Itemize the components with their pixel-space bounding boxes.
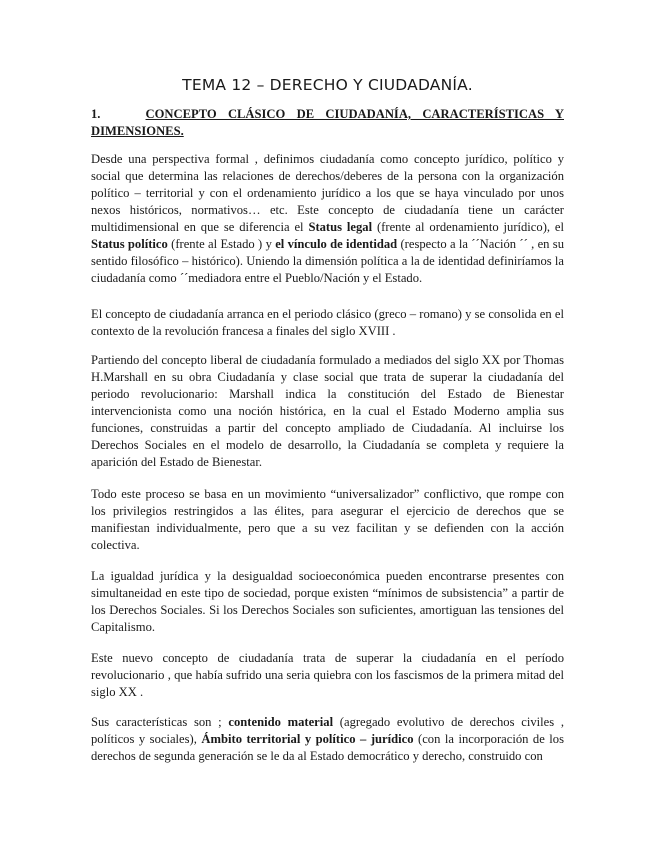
section-number: 1.: [91, 107, 101, 121]
document-title: TEMA 12 – DERECHO Y CIUDADANÍA.: [182, 76, 473, 94]
paragraph-definition: [91, 151, 564, 287]
bold-term-status-politico: Status político: [91, 237, 168, 251]
section-heading: [91, 106, 564, 140]
bold-term-contenido-material: contenido material: [228, 715, 334, 729]
paragraph-text: Sus características son ;: [91, 715, 229, 729]
bold-term-ambito-territorial: Ámbito territorial y político – jurídico: [201, 732, 414, 746]
paragraph-text: (frente al ordenamiento jurídico), el: [372, 220, 565, 234]
paragraph-text: (respecto a la ´´Nación ´´ , en su sentido filosófico – histórico). Uniendo la dimensión política a la de identidad definiríamos la ciudadanía como ´´mediadora entre el Pueblo/Nación y el Estado.: [91, 237, 564, 285]
paragraph-text: (agregado evolutivo de derechos civiles , políticos y sociales),: [91, 715, 564, 746]
paragraph-marshall: Partiendo del concepto liberal de ciudadanía formulado a mediados del siglo XX por Thomas H.Marshall en su obra Ciudadanía y clase social que trata de superar la ciudadanía del periodo revolucionario: Marshall indica la constitución del Estado de Bienestar intervencionista como una noción histórica, en la cual el Estado Moderno amplia sus funciones, construidas a partir del concepto ampliado de Ciudadanía. Al incluirse los Derechos Sociales en el modelo de desarrollo, la Ciudadanía se completa y requiere la aparición del Estado de Bienestar.: [91, 353, 564, 469]
paragraph-origin: El concepto de ciudadanía arranca en el periodo clásico (greco – romano) y se consolida en el contexto de la revolución francesa a finales del siglo XVIII .: [91, 307, 564, 338]
bold-term-status-legal: Status legal: [308, 220, 373, 234]
section-heading-text: CONCEPTO CLÁSICO DE CIUDADANÍA, CARACTERÍSTICAS Y DIMENSIONES.: [91, 107, 564, 138]
bold-term-vinculo-identidad: el vínculo de identidad: [275, 237, 398, 251]
paragraph-universalizador: Todo este proceso se basa en un movimiento “universalizador” conflictivo, que rompe con los privilegios restringidos a las élites, para asegurar el ejercicio de derechos que se manifiestan individualmente, pero que a su vez facilitan y se defienden con la acción colectiva.: [91, 487, 564, 552]
paragraph-nuevo-concepto: Este nuevo concepto de ciudadanía trata de superar la ciudadanía en el período revolucionario , que había sufrido una seria quiebra con los fascismos de la primera mitad del siglo XX .: [91, 651, 564, 699]
paragraph-text: Desde una perspectiva formal , definimos ciudadanía como concepto jurídico, político y social que determina las relaciones de derechos/deberes de la persona con la organización político – territorial y con el ordenamiento jurídico a los que se haya vinculado por unos nexos históricos, normativos… etc. Este concepto de ciudadanía tiene un carácter multidimensional en que se diferencia el: [91, 152, 564, 234]
paragraph-caracteristicas: [91, 714, 564, 765]
paragraph-igualdad: La igualdad jurídica y la desigualdad socioeconómica pueden encontrarse presentes con simultaneidad en este tipo de sociedad, porque existen “mínimos de subsistencia” a partir de los Derechos Sociales. Si los Derechos Sociales son suficientes, amortiguan las tensiones del Capitalismo.: [91, 569, 564, 634]
paragraph-text: (con la incorporación de los derechos de segunda generación se le da al Estado democrático y derecho, construido con: [91, 732, 565, 763]
paragraph-text: (frente al Estado ) y: [167, 237, 276, 251]
